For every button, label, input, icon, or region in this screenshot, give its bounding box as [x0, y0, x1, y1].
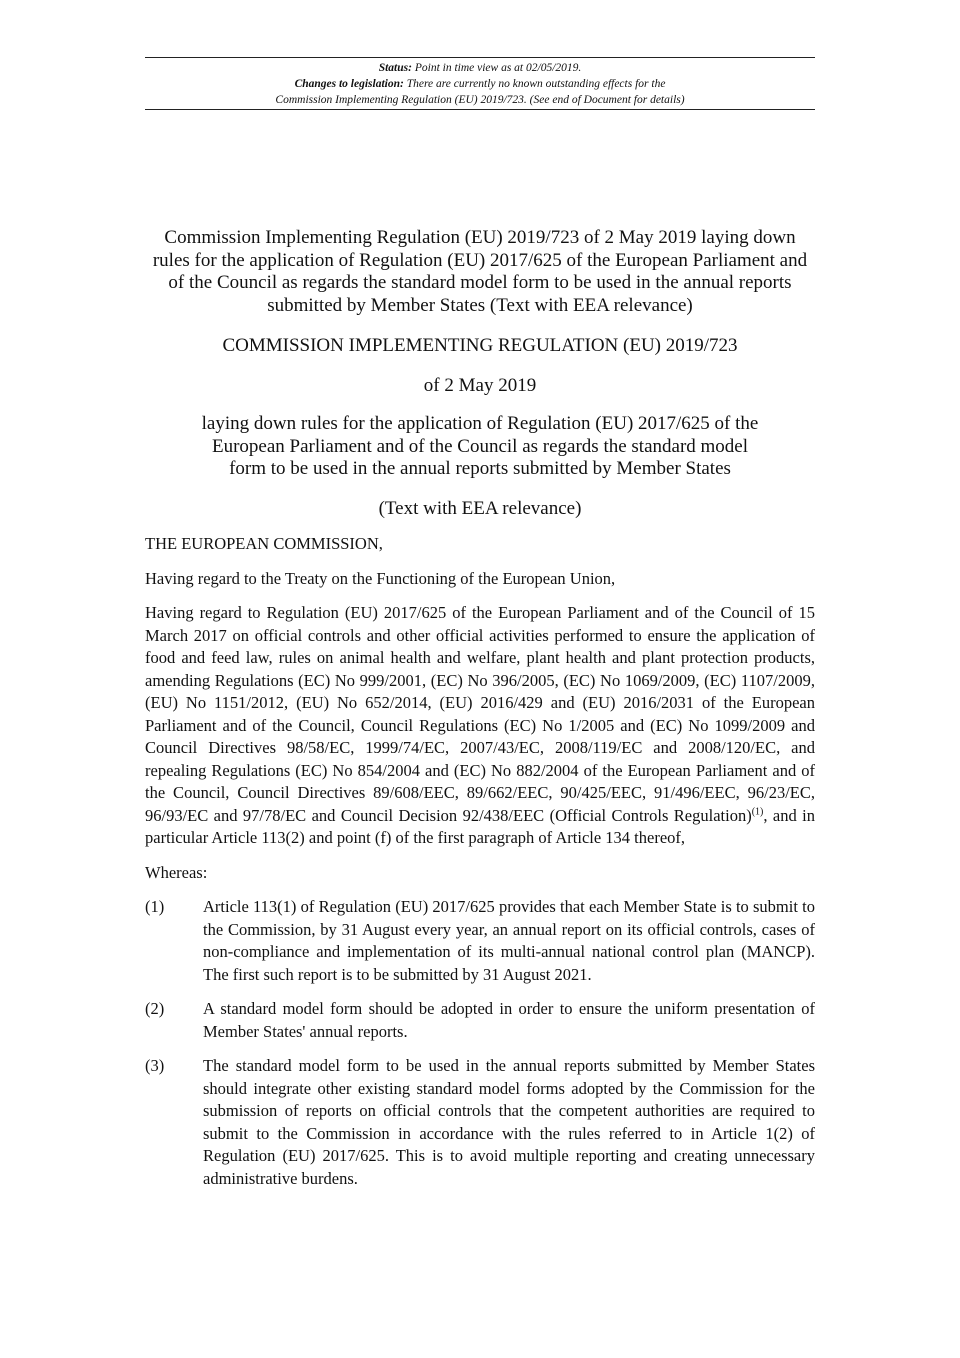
regulation-citation — [145, 602, 815, 850]
status-header — [145, 57, 815, 110]
changes-line — [145, 76, 815, 92]
recital-text: Article 113(1) of Regulation (EU) 2017/625 provides that each Member State is to submit to the Commission, by 31 August every year, an annual report on its official controls, cases of non-compliance and implementation of its multi-annual national control plan (MANCP). The first such report is to be submitted by 31 August 2021. — [203, 897, 815, 984]
treaty-citation: Having regard to the Treaty on the Functioning of the European Union, — [145, 568, 616, 588]
recital — [145, 1055, 815, 1190]
recital-number: (3) — [145, 1056, 165, 1075]
long-title: Commission Implementing Regulation (EU) 2019/723 of 2 May 2019 laying down rules for the application of Regulation (EU) 2017/625 of the European Parliament and of the Council as regards the standard model form to be used in the annual reports submitted by Member States (Text with EEA relevance) — [152, 227, 808, 316]
recital-number: (1) — [145, 897, 165, 916]
footnote-link[interactable]: (1) — [751, 806, 764, 817]
recital-text: The standard model form to be used in the annual reports submitted by Member States should integrate other existing standard model forms adopted by the Commission for the submission of reports on official controls that the competent authorities are required to submit to the Commission in accordance with the rules referred to in Article 1(2) of Regulation (EU) 2017/625. This is to avoid multiple reporting and creating unnecessary administrative burdens. — [203, 1056, 815, 1188]
regulation-citation-text: Having regard to Regulation (EU) 2017/625 of the European Parliament and of the Council of 15 March 2017 on official controls and other official activities performed to ensure the application of food and feed law, rules on animal health and welfare, plant health and plant protection products, amending Regulations (EC) No 999/2001, (EC) No 396/2005, (EC) No 1069/2009, (EC) 1107/2009, (EU) No 1151/2012, (EU) No 652/2014, (EU) 2016/429 and (EU) 2016/2031 of the European Parliament and of the Council, Council Regulations (EC) No 1/2005 and (EC) No 1099/2009 and Council Directives 98/58/EC, 1999/74/EC, 2007/43/EC, 2008/119/EC and 2008/120/EC, and repealing Regulations (EC) No 854/2004 and (EC) No 882/2004 of the European Parliament and of the Council, Council Directives 89/608/EEC, 89/662/EEC, 90/425/EEC, 91/496/EEC, 96/23/EC, 96/93/EC and 97/78/EC and Council Decision 92/438/EEC (Official Controls Regulation) — [145, 603, 815, 825]
eea-relevance: (Text with EEA relevance) — [378, 497, 582, 519]
commission-heading: THE EUROPEAN COMMISSION, — [145, 534, 383, 553]
recital-text: A standard model form should be adopted in order to ensure the uniform presentation of Member States' annual reports. — [203, 999, 815, 1041]
status-text: Point in time view as at 02/05/2019. — [414, 62, 582, 74]
whereas-label: Whereas: — [145, 862, 208, 882]
recital-number: (2) — [145, 999, 165, 1018]
recital — [145, 998, 815, 1043]
status-line — [145, 60, 815, 76]
recital — [145, 896, 815, 986]
regulation-subject: laying down rules for the application of Regulation (EU) 2017/625 of the European Parliament and of the Council as regards the standard model form to be used in the annual reports submitted by Member States — [201, 413, 759, 479]
regulation-citation-tail: , and in particular Article 113(2) and point (f) of the first paragraph of Article 134 thereof, — [145, 805, 815, 847]
status-label: Status: — [378, 62, 412, 74]
changes-text-line2: Commission Implementing Regulation (EU) 2019/723. (See end of Document for details) — [275, 94, 685, 106]
regulation-name: COMMISSION IMPLEMENTING REGULATION (EU) 2019/723 — [222, 335, 738, 356]
title-block — [145, 227, 815, 520]
regulation-date: of 2 May 2019 — [423, 374, 537, 396]
changes-text-line1: There are currently no known outstanding effects for the — [406, 78, 666, 90]
changes-label: Changes to legislation: — [294, 78, 404, 90]
body-text — [145, 533, 815, 1202]
